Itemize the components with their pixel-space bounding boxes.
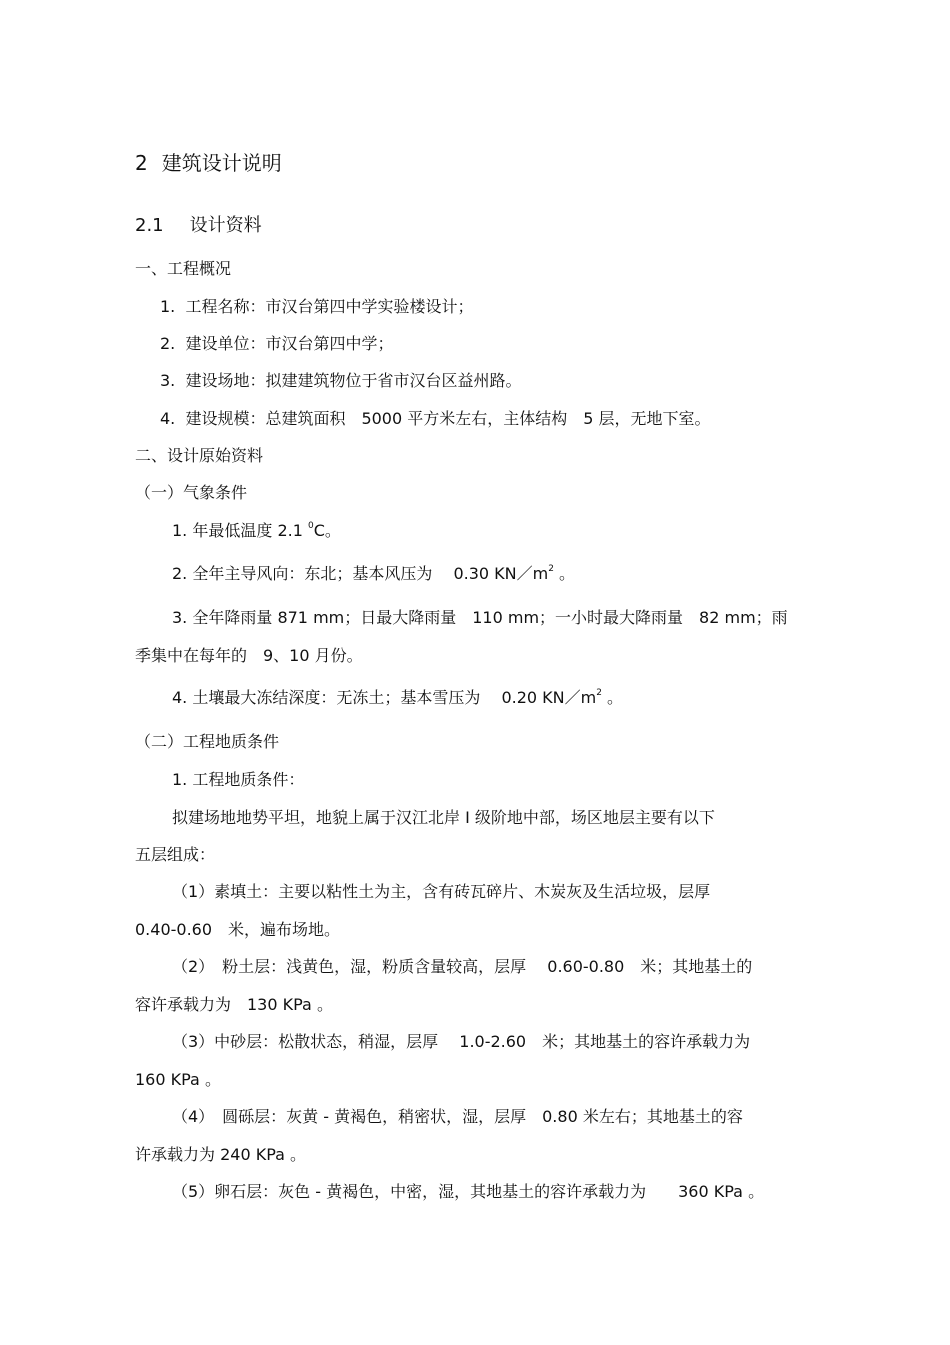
list-item: 4. 建设规模：总建筑面积 5000 平方米左右，主体结构 5 层，无地下室。	[160, 409, 711, 428]
subsection-title: 设计资料	[189, 215, 262, 236]
layer-2-line-1: （2） 粉土层：浅黄色，湿，粉质含量较高，层厚 0.60-0.80 米；其地基土的	[172, 957, 753, 976]
geology-item-1: 1. 工程地质条件：	[172, 770, 305, 789]
geology-intro-line-2: 五层组成：	[135, 845, 216, 864]
list-item: 2. 建设单位：市汉台第四中学；	[160, 334, 394, 353]
part2-heading: 二、设计原始资料	[135, 446, 264, 465]
subsection-heading	[135, 214, 262, 238]
layer-5-line-1: （5）卵石层：灰色 - 黄褐色，中密，湿，其地基土的容许承载力为 360 KPa 。	[172, 1182, 765, 1201]
weather-heading: （一）气象条件	[135, 483, 248, 502]
weather-item-3-line-1: 3. 全年降雨量 871 mm；日最大降雨量 110 mm；一小时最大降雨量 82 mm；雨	[172, 608, 788, 627]
subsection-number: 2.1	[135, 215, 164, 236]
weather-item-1: 1. 年最低温度 2.1 $^0$C。	[172, 521, 341, 540]
layer-1-line-2: 0.40-0.60 米，遍布场地。	[135, 920, 341, 939]
section-number: 2	[135, 151, 148, 175]
weather-item-2: 2. 全年主导风向：东北；基本风压为 0.30 $KN/m^2$ 。	[172, 564, 576, 583]
geology-intro-line-1: 拟建场地地势平坦，地貌上属于汉江北岸 I 级阶地中部，场区地层主要有以下	[172, 808, 715, 827]
layer-3-line-2: 160 KPa 。	[135, 1070, 221, 1089]
weather-item-3-line-2: 季集中在每年的 9、10 月份。	[135, 646, 363, 665]
section-title: 建筑设计说明	[161, 151, 282, 175]
layer-1-line-1: （1）素填土：主要以粘性土为主，含有砖瓦碎片、木炭灰及生活垃圾，层厚	[172, 882, 711, 901]
weather-item-4: 4. 土壤最大冻结深度：无冻土；基本雪压为 0.20 $KN/m^2$ 。	[172, 688, 624, 707]
section-heading	[135, 150, 282, 176]
part1-heading: 一、工程概况	[135, 259, 232, 278]
layer-4-line-1: （4） 圆砾层：灰黄 - 黄褐色，稍密状，湿，层厚 0.80 米左右；其地基土的容	[172, 1107, 743, 1126]
list-item: 1. 工程名称：市汉台第四中学实验楼设计；	[160, 297, 474, 316]
layer-2-line-2: 容许承载力为 130 KPa 。	[135, 995, 333, 1014]
layer-4-line-2: 许承载力为 240 KPa 。	[135, 1145, 307, 1164]
geology-heading: （二）工程地质条件	[135, 732, 280, 751]
layer-3-line-1: （3）中砂层：松散状态，稍湿，层厚 1.0-2.60 米；其地基土的容许承载力为	[172, 1032, 751, 1051]
list-item: 3. 建设场地：拟建建筑物位于省市汉台区益州路。	[160, 371, 522, 390]
